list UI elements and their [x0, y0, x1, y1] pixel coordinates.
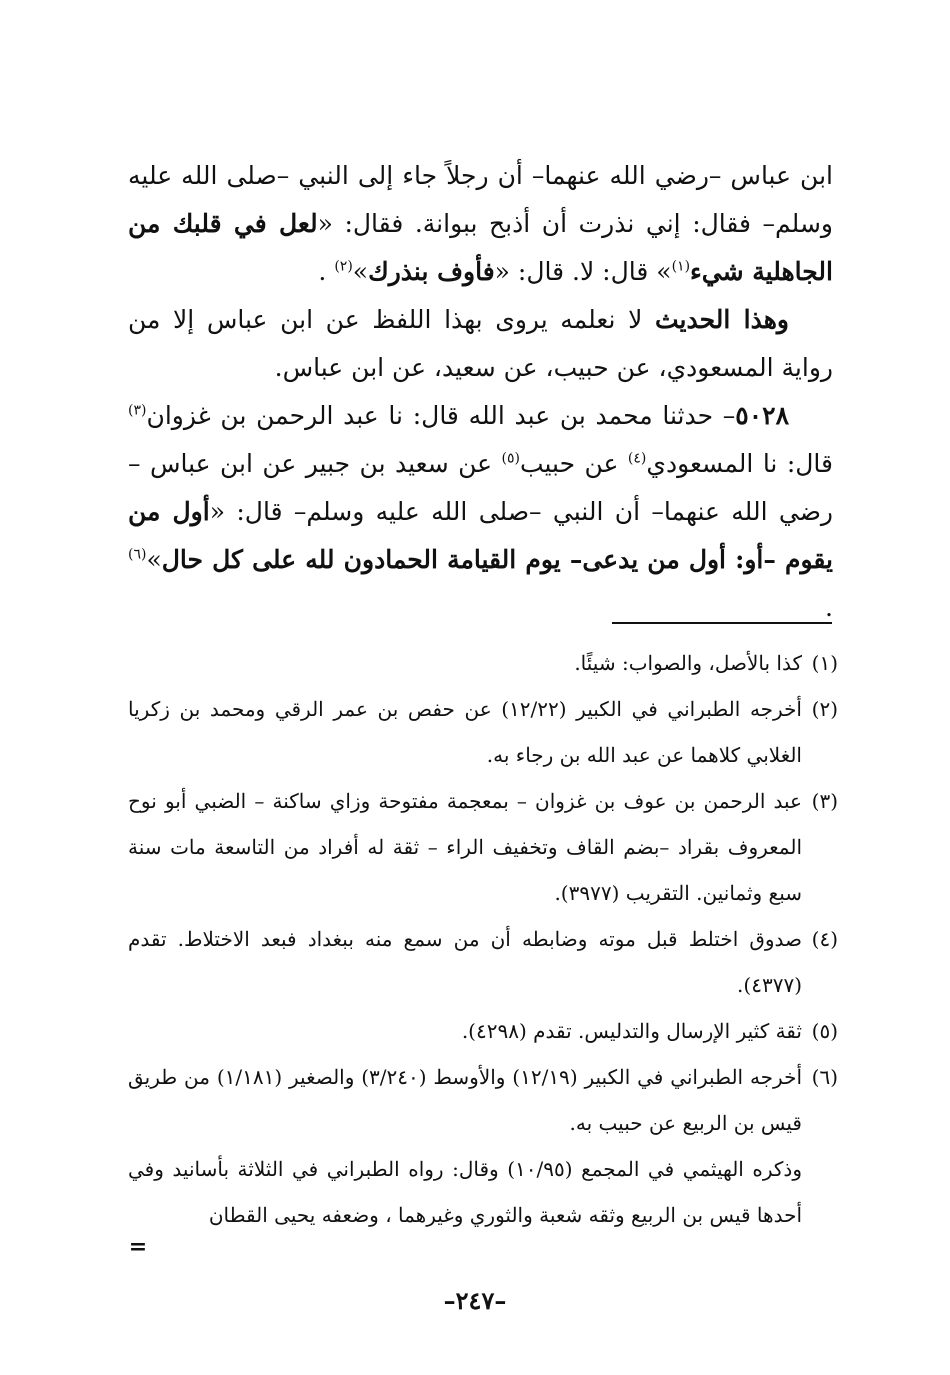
footnote-ref-5[interactable]: (٥) [501, 450, 520, 467]
footnote-6-continuation: وذكره الهيثمي في المجمع (١٠/٩٥) وقال: رواه الطبراني في الثلاثة بأسانيد وفي أحدها قيس بن الربيع وثقه شعبة والثوري وغيرهما ، وضعفه يحيى القطان [128, 1157, 802, 1227]
footnote-1: (١) كذا بالأصل، والصواب: شيئًا. [128, 640, 838, 686]
continuation-mark: = [128, 1234, 148, 1260]
hadith-text: فأوف بنذرك [368, 257, 495, 286]
footnote-ref-3[interactable]: (٣) [128, 402, 147, 419]
paragraph-hadith-1: ابن عباس –رضي الله عنهما– أن رجلاً جاء إلى النبي –صلى الله عليه وسلم– فقال: إني نذرت أن أذبح ببوانة. فقال: «لعل في قلبك من الجاهلية شيء$^{(١)}$» قال: لا. قال: «فأوف بنذرك»$^{(٢)}$ . [128, 161, 833, 286]
footnote-mark: (٢) [811, 697, 838, 721]
hadith-text: لعل في قلبك من الجاهلية شيء [128, 209, 833, 286]
footnote-mark: (٣) [811, 789, 838, 813]
paragraph-commentary: وهذا الحديث لا نعلمه يروى بهذا اللفظ عن ابن عباس إلا من رواية المسعودي، عن حبيب، عن سعيد، عن ابن عباس. [128, 305, 833, 382]
footnote-6: (٦) أخرجه الطبراني في الكبير (١٢/١٩) والأوسط (٣/٢٤٠) والصغير (١/١٨١) من طريق قيس بن الربيع عن حبيب به. [128, 1054, 838, 1146]
footnote-separator [612, 622, 832, 624]
hadith-text: أول من يقوم –أو: أول من يدعى– يوم القيامة الحمادون لله على كل حال [128, 497, 833, 574]
footnote-4: (٤) صدوق اختلط قبل موته وضابطه أن من سمع منه ببغداد فبعد الاختلاط. تقدم (٤٣٧٧). [128, 916, 838, 1008]
footnote-2: (٢) أخرجه الطبراني في الكبير (١٢/٢٢) عن حفص بن عمر الرقي ومحمد بن زكريا الغلابي كلاهما عن عبد الله بن رجاء به. [128, 686, 838, 778]
page-number: –٢٤٧– [443, 1286, 507, 1315]
paragraph-hadith-5028: ٥٠٢٨– حدثنا محمد بن عبد الله قال: نا عبد الرحمن بن غزوان$^{(٣)}$ قال: نا المسعودي$^{(٤)}$ عن حبيب$^{(٥)}$ عن سعيد بن جبير عن ابن عباس –رضي الله عنهما– أن النبي –صلى الله عليه وسلم– قال: «أول من يقوم –أو: أول من يدعى– يوم القيامة الحمادون لله على كل حال»$^{(٦)}$ . [128, 401, 834, 622]
footnote-mark: (١) [811, 651, 838, 675]
footnote-ref-6[interactable]: (٦) [128, 546, 147, 563]
footnote-ref-4[interactable]: (٤) [627, 450, 647, 467]
footnote-3: (٣) عبد الرحمن بن عوف بن غزوان – بمعجمة مفتوحة وزاي ساكنة – الضبي أبو نوح المعروف بقراد –بضم القاف وتخفيف الراء – ثقة له أفراد من التاسعة مات سنة سبع وثمانين. التقريب (٣٩٧٧). [128, 778, 838, 916]
footnote-ref-2[interactable]: (٢) [334, 258, 353, 275]
footnote-5: (٥) ثقة كثير الإرسال والتدليس. تقدم (٤٢٩٨). [128, 1008, 838, 1054]
main-text [128, 152, 833, 632]
footnote-ref-1[interactable]: (١) [671, 258, 691, 275]
footnote-mark: (٤) [811, 927, 838, 951]
footnote-mark: (٥) [811, 1019, 838, 1043]
footnote-mark: (٦) [811, 1065, 838, 1089]
commentary-lead: وهذا الحديث [654, 305, 790, 334]
hadith-number: ٥٠٢٨ [735, 401, 789, 430]
footnotes [128, 640, 838, 1238]
